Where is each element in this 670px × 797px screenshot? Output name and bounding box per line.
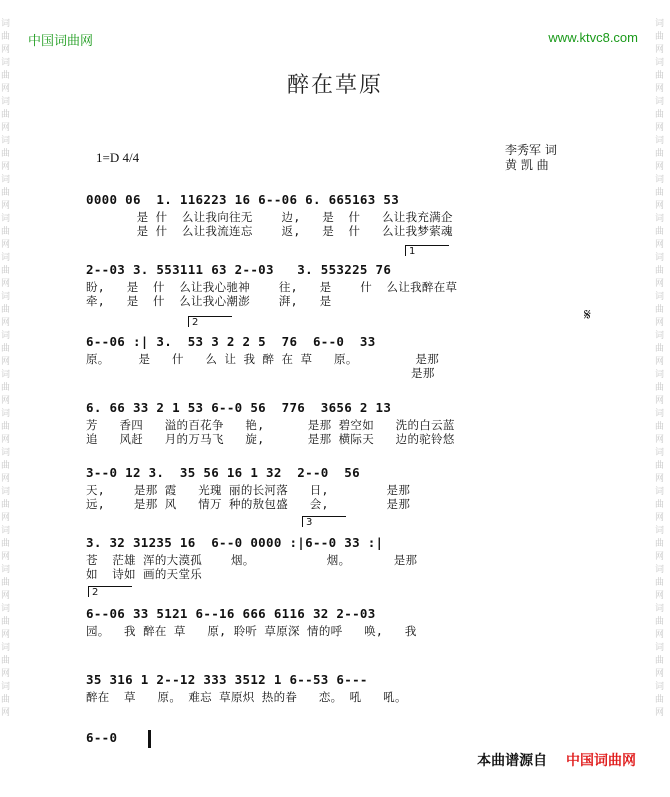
notes: 6. 66 33 2 1 53 6--0 56 776 3656 2 13 bbox=[86, 400, 392, 415]
credits bbox=[505, 143, 557, 173]
lyric-verse-1: 醉在 草 原。 难忘 草原炽 热的眷 恋。 吼 吼。 bbox=[86, 690, 407, 704]
lyric-verse-2: 牵, 是 什 么让我心潮澎 湃, 是 bbox=[86, 294, 332, 308]
watermark-left: 词曲网词曲网词曲网词曲网词曲网词曲网词曲网词曲网词曲网词曲网词曲网词曲网词曲网词曲网词曲网词曲网词曲网词曲网 bbox=[1, 19, 11, 718]
lyric-verse-2: 追 风赶 月的万马飞 旋, 是那 横际天 边的驼铃悠 bbox=[86, 432, 455, 446]
lyric-verse-1: 盼, 是 什 么让我心驰神 往, 是 什 么让我醉在草 bbox=[86, 280, 458, 294]
notes: 3--0 12 3. 35 56 16 1 32 2--0 56 bbox=[86, 465, 360, 480]
notes: 3. 32 31235 16 6--0 0000 :|6--0 33 :| bbox=[86, 535, 384, 550]
key-signature: 1=D 4/4 bbox=[96, 150, 140, 165]
system-4 bbox=[86, 400, 590, 446]
notes: 6--06 33 5121 6--16 666 6116 32 2--03 bbox=[86, 606, 376, 621]
notes: 2--03 3. 553111 63 2--03 3. 553225 76 bbox=[86, 262, 392, 277]
composer: 黄 凯 曲 bbox=[505, 158, 549, 172]
notes: 35 316 1 2--12 333 3512 1 6--53 6--- bbox=[86, 672, 368, 687]
system-2 bbox=[86, 262, 590, 308]
system-5 bbox=[86, 465, 590, 511]
volta-2: 2 bbox=[188, 316, 232, 327]
lyric-verse-2: 如 诗如 画的天堂乐 bbox=[86, 567, 203, 581]
lyricist: 李秀军 词 bbox=[505, 143, 557, 157]
lyric-verse-1: 芳 香四 溢的百花争 艳, 是那 碧空如 洗的白云蓝 bbox=[86, 418, 455, 432]
lyric-verse-2: 是那 bbox=[86, 366, 435, 380]
lyric-verse-1: 是 什 么让我向往无 边, 是 什 么让我充满企 bbox=[86, 210, 453, 224]
volta-2b: 2 bbox=[88, 586, 132, 597]
lyric-verse-1: 园。 我 醉在 草 原, 聆听 草原深 情的呼 唤, 我 bbox=[86, 624, 417, 638]
system-1 bbox=[86, 192, 590, 238]
system-7 bbox=[86, 606, 590, 638]
lyric-verse-1: 原。 是 什 么 让 我 醉 在 草 原。 是那 bbox=[86, 352, 440, 366]
site-name-left[interactable]: 中国词曲网 bbox=[28, 34, 94, 49]
site-url-right[interactable]: www.ktvc8.com bbox=[548, 30, 638, 45]
final-barline bbox=[148, 730, 151, 748]
lyric-verse-1: 天, 是那 霞 光瑰 丽的长河落 日, 是那 bbox=[86, 483, 411, 497]
volta-3: 3 bbox=[302, 516, 346, 527]
footer bbox=[477, 750, 636, 770]
notes: 0000 06 1. 116223 16 6--06 6. 665163 53 bbox=[86, 192, 400, 207]
segno-icon: 𝄋 bbox=[584, 305, 591, 324]
notes: 6--0 bbox=[86, 730, 118, 745]
lyric-verse-1: 苍 茫雄 浑的大漠孤 烟。 烟。 是那 bbox=[86, 553, 418, 567]
system-6 bbox=[86, 535, 590, 581]
volta-1: 1 bbox=[405, 245, 449, 256]
system-9 bbox=[86, 730, 590, 748]
footer-source: 本曲谱源自 bbox=[477, 753, 548, 769]
system-8 bbox=[86, 672, 590, 704]
footer-brand-link[interactable]: 中国词曲网 bbox=[566, 753, 636, 769]
watermark-right: 词曲网词曲网词曲网词曲网词曲网词曲网词曲网词曲网词曲网词曲网词曲网词曲网词曲网词曲网词曲网词曲网词曲网词曲网 bbox=[655, 19, 665, 718]
song-title: 醉在草原 bbox=[286, 73, 383, 98]
notes: 6--06 :| 3. 53 3 2 2 5 76 6--0 33 bbox=[86, 334, 376, 349]
system-3 bbox=[86, 334, 590, 380]
lyric-verse-2: 远, 是那 风 情万 种的敖包盛 会, 是那 bbox=[86, 497, 411, 511]
lyric-verse-2: 是 什 么让我流连忘 返, 是 什 么让我梦萦魂 bbox=[86, 224, 453, 238]
